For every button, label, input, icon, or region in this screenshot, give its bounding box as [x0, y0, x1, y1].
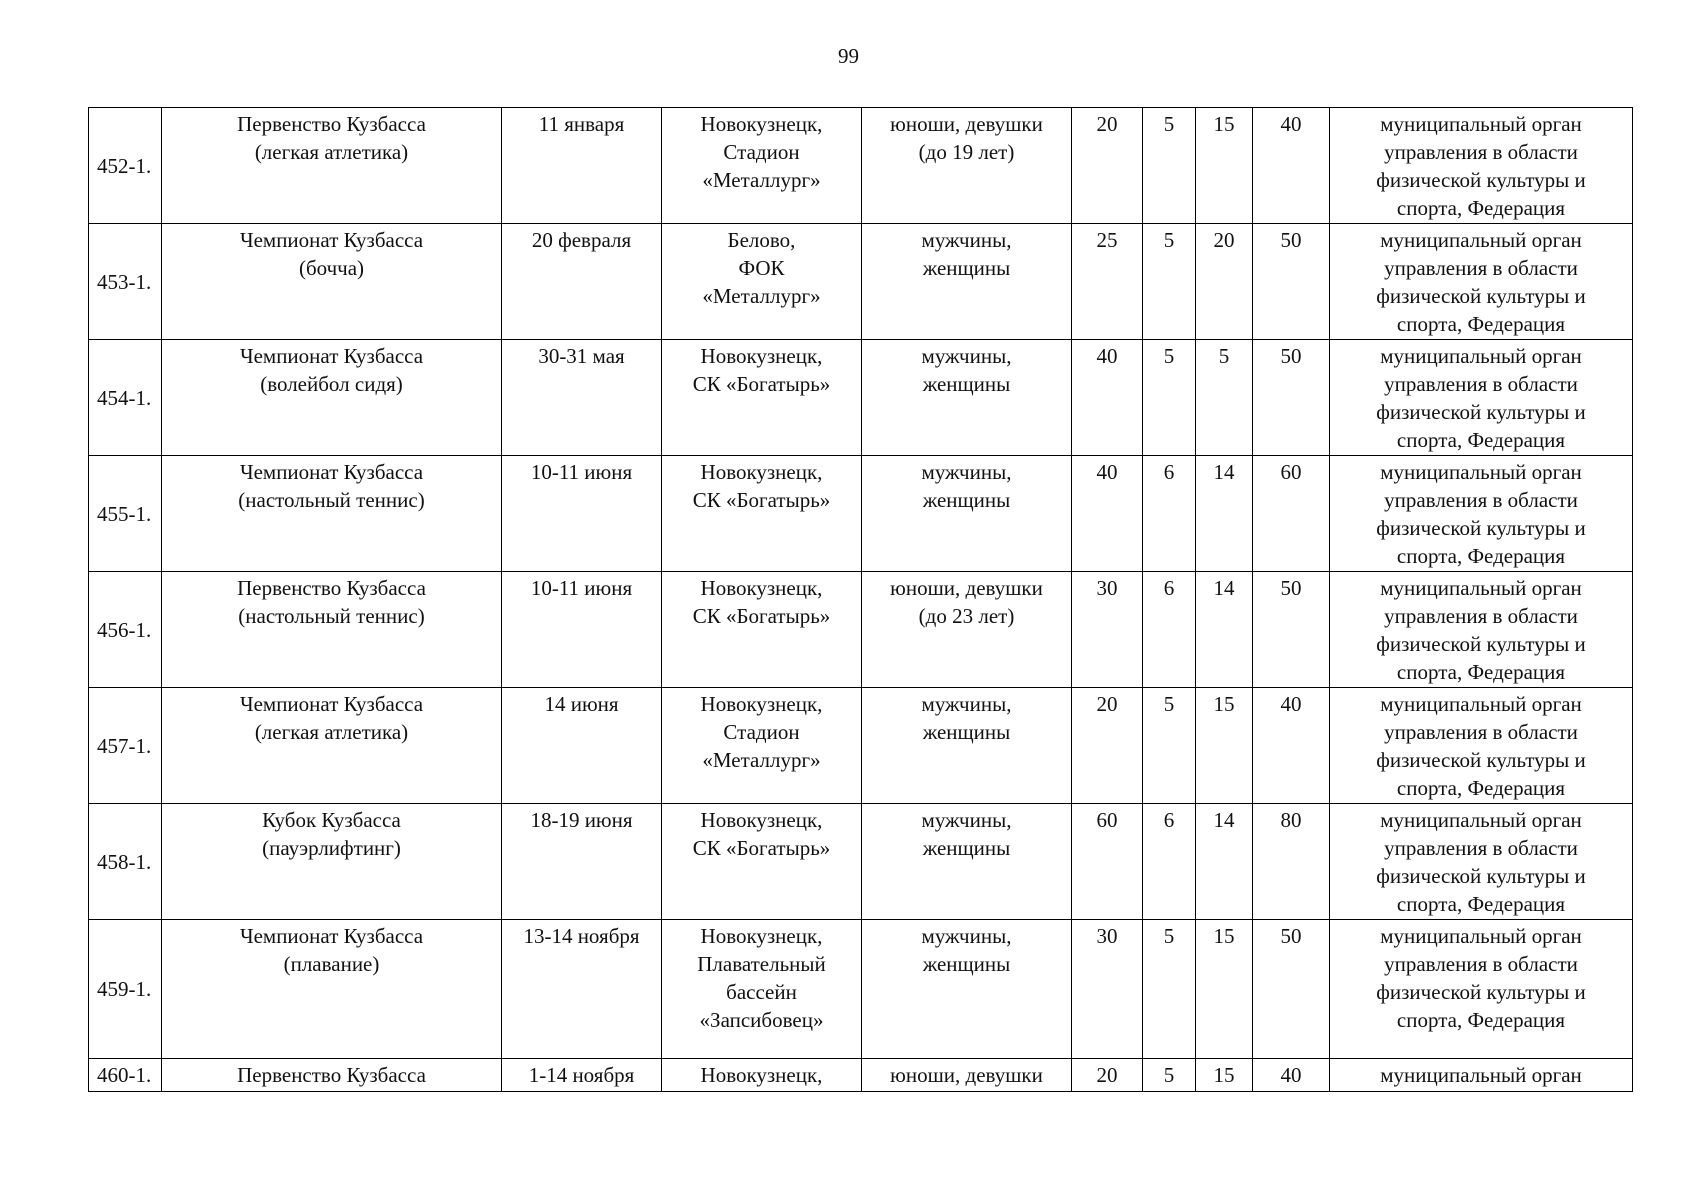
- count-a-cell: 30: [1072, 572, 1143, 688]
- participants-line: женщины: [922, 836, 1011, 860]
- count-a-cell: 20: [1072, 108, 1143, 224]
- table-row: [89, 572, 1633, 688]
- count-d-cell: 80: [1253, 804, 1330, 920]
- organizer-line: управления в области: [1384, 604, 1578, 628]
- participants-line: женщины: [922, 720, 1011, 744]
- organizer-line: муниципальный орган: [1380, 924, 1582, 948]
- organizer-cell: [1330, 224, 1633, 340]
- count-c-cell: 15: [1196, 108, 1253, 224]
- count-a-cell: 20: [1072, 688, 1143, 804]
- participants-cell: [862, 456, 1072, 572]
- event-name-line: Первенство Кузбасса: [237, 112, 426, 136]
- organizer-line: муниципальный орган: [1380, 1063, 1582, 1087]
- venue-cell: [662, 688, 862, 804]
- date-cell: [502, 340, 662, 456]
- organizer-line: физической культуры и: [1376, 516, 1586, 540]
- event-name-line: Чемпионат Кузбасса: [239, 344, 424, 368]
- organizer-line: спорта, Федерация: [1396, 776, 1566, 800]
- organizer-line: управления в области: [1384, 836, 1578, 860]
- count-b-cell: 5: [1143, 108, 1196, 224]
- event-name-cell: [162, 456, 502, 572]
- count-d-cell: 40: [1253, 1059, 1330, 1092]
- row-number: 459-1.: [89, 920, 162, 1059]
- venue-cell: [662, 340, 862, 456]
- row-number: 452-1.: [89, 108, 162, 224]
- organizer-line: физической культуры и: [1376, 864, 1586, 888]
- participants-line: женщины: [922, 372, 1011, 396]
- count-c-cell: 5: [1196, 340, 1253, 456]
- row-number: 460-1.: [89, 1059, 162, 1092]
- event-name-cell: [162, 804, 502, 920]
- participants-line: мужчины,: [921, 228, 1012, 252]
- count-a-cell: 30: [1072, 920, 1143, 1059]
- organizer-line: спорта, Федерация: [1396, 660, 1566, 684]
- venue-cell: [662, 1059, 862, 1092]
- event-name-line: (настольный теннис): [238, 488, 425, 512]
- table-row: [89, 688, 1633, 804]
- table-row: [89, 804, 1633, 920]
- venue-line: «Металлург»: [702, 168, 821, 192]
- count-b-cell: 5: [1143, 224, 1196, 340]
- date-cell: [502, 804, 662, 920]
- participants-line: юноши, девушки: [890, 576, 1043, 600]
- count-d-cell: 40: [1253, 108, 1330, 224]
- count-b-cell: 6: [1143, 456, 1196, 572]
- date-cell: [502, 920, 662, 1059]
- venue-line: Плавательный: [697, 952, 826, 976]
- organizer-line: спорта, Федерация: [1396, 312, 1566, 336]
- venue-cell: [662, 224, 862, 340]
- date-cell: [502, 1059, 662, 1092]
- participants-line: (до 23 лет): [918, 604, 1015, 628]
- event-name-line: (волейбол сидя): [260, 372, 403, 396]
- venue-line: Стадион: [723, 140, 800, 164]
- venue-line: Новокузнецк,: [700, 808, 823, 832]
- event-name-cell: [162, 572, 502, 688]
- organizer-line: управления в области: [1384, 140, 1578, 164]
- participants-line: мужчины,: [921, 924, 1012, 948]
- venue-line: Стадион: [723, 720, 800, 744]
- count-d-cell: 50: [1253, 920, 1330, 1059]
- organizer-cell: [1330, 572, 1633, 688]
- event-name-line: Кубок Кузбасса: [262, 808, 401, 832]
- count-c-cell: 14: [1196, 456, 1253, 572]
- participants-cell: [862, 108, 1072, 224]
- venue-line: Новокузнецк,: [700, 692, 823, 716]
- event-name-line: (настольный теннис): [238, 604, 425, 628]
- event-name-line: (бочча): [298, 256, 365, 280]
- organizer-line: спорта, Федерация: [1396, 1008, 1566, 1032]
- organizer-line: физической культуры и: [1376, 400, 1586, 424]
- organizer-line: муниципальный орган: [1380, 808, 1582, 832]
- count-c-cell: 15: [1196, 688, 1253, 804]
- venue-line: Белово,: [727, 228, 796, 252]
- organizer-cell: [1330, 688, 1633, 804]
- event-name-cell: [162, 688, 502, 804]
- venue-line: СК «Богатырь»: [692, 488, 831, 512]
- date-line: 11 января: [538, 112, 625, 136]
- table-row: [89, 1059, 1633, 1092]
- organizer-cell: [1330, 108, 1633, 224]
- organizer-cell: [1330, 1059, 1633, 1092]
- event-name-cell: [162, 224, 502, 340]
- event-name-line: Первенство Кузбасса: [237, 576, 426, 600]
- count-b-cell: 6: [1143, 804, 1196, 920]
- venue-cell: [662, 572, 862, 688]
- participants-cell: [862, 688, 1072, 804]
- event-name-cell: [162, 1059, 502, 1092]
- event-name-line: Чемпионат Кузбасса: [239, 228, 424, 252]
- event-name-line: (легкая атлетика): [254, 140, 409, 164]
- date-cell: [502, 108, 662, 224]
- row-number: 456-1.: [89, 572, 162, 688]
- date-line: 13-14 ноября: [523, 924, 640, 948]
- organizer-line: муниципальный орган: [1380, 112, 1582, 136]
- count-c-cell: 14: [1196, 804, 1253, 920]
- venue-line: СК «Богатырь»: [692, 604, 831, 628]
- participants-cell: [862, 1059, 1072, 1092]
- count-b-cell: 5: [1143, 920, 1196, 1059]
- participants-line: мужчины,: [921, 344, 1012, 368]
- table-row: [89, 340, 1633, 456]
- venue-cell: [662, 108, 862, 224]
- date-cell: [502, 456, 662, 572]
- count-b-cell: 5: [1143, 688, 1196, 804]
- event-name-cell: [162, 920, 502, 1059]
- count-c-cell: 14: [1196, 572, 1253, 688]
- venue-line: Новокузнецк,: [700, 460, 823, 484]
- participants-cell: [862, 224, 1072, 340]
- venue-line: СК «Богатырь»: [692, 836, 831, 860]
- participants-line: мужчины,: [921, 808, 1012, 832]
- organizer-cell: [1330, 804, 1633, 920]
- venue-line: «Запсибовец»: [699, 1008, 824, 1032]
- count-b-cell: 5: [1143, 1059, 1196, 1092]
- participants-line: юноши, девушки: [890, 112, 1043, 136]
- count-d-cell: 50: [1253, 572, 1330, 688]
- table-row: [89, 224, 1633, 340]
- count-b-cell: 6: [1143, 572, 1196, 688]
- organizer-line: физической культуры и: [1376, 168, 1586, 192]
- count-c-cell: 15: [1196, 920, 1253, 1059]
- event-name-line: Первенство Кузбасса: [237, 1063, 426, 1087]
- venue-line: Новокузнецк,: [700, 924, 823, 948]
- venue-line: «Металлург»: [702, 284, 821, 308]
- organizer-cell: [1330, 340, 1633, 456]
- organizer-line: спорта, Федерация: [1396, 892, 1566, 916]
- date-line: 20 февраля: [531, 228, 632, 252]
- venue-line: Новокузнецк,: [700, 1063, 823, 1087]
- table-body: [89, 108, 1633, 1092]
- participants-cell: [862, 340, 1072, 456]
- page-number: 99: [838, 44, 859, 68]
- venue-line: Новокузнецк,: [700, 112, 823, 136]
- count-d-cell: 50: [1253, 224, 1330, 340]
- count-d-cell: 60: [1253, 456, 1330, 572]
- organizer-line: физической культуры и: [1376, 632, 1586, 656]
- venue-line: СК «Богатырь»: [692, 372, 831, 396]
- count-a-cell: 25: [1072, 224, 1143, 340]
- participants-line: мужчины,: [921, 692, 1012, 716]
- count-a-cell: 40: [1072, 456, 1143, 572]
- count-d-cell: 40: [1253, 688, 1330, 804]
- venue-cell: [662, 920, 862, 1059]
- organizer-line: спорта, Федерация: [1396, 544, 1566, 568]
- participants-line: (до 19 лет): [918, 140, 1015, 164]
- organizer-line: муниципальный орган: [1380, 692, 1582, 716]
- event-name-line: (пауэрлифтинг): [262, 836, 401, 860]
- count-c-cell: 15: [1196, 1059, 1253, 1092]
- organizer-line: спорта, Федерация: [1396, 196, 1566, 220]
- date-line: 18-19 июня: [530, 808, 633, 832]
- organizer-line: муниципальный орган: [1380, 228, 1582, 252]
- date-line: 10-11 июня: [530, 460, 633, 484]
- date-line: 14 июня: [544, 692, 619, 716]
- venue-line: ФОК: [738, 256, 785, 280]
- organizer-line: муниципальный орган: [1380, 460, 1582, 484]
- venue-line: бассейн: [726, 980, 797, 1004]
- count-a-cell: 20: [1072, 1059, 1143, 1092]
- organizer-line: управления в области: [1384, 952, 1578, 976]
- organizer-line: управления в области: [1384, 720, 1578, 744]
- organizer-line: управления в области: [1384, 256, 1578, 280]
- event-name-line: Чемпионат Кузбасса: [239, 692, 424, 716]
- participants-cell: [862, 920, 1072, 1059]
- row-number: 458-1.: [89, 804, 162, 920]
- event-name-line: (легкая атлетика): [254, 720, 409, 744]
- table-row: [89, 108, 1633, 224]
- date-line: 10-11 июня: [530, 576, 633, 600]
- organizer-line: физической культуры и: [1376, 980, 1586, 1004]
- count-d-cell: 50: [1253, 340, 1330, 456]
- organizer-line: спорта, Федерация: [1396, 428, 1566, 452]
- date-cell: [502, 688, 662, 804]
- venue-line: Новокузнецк,: [700, 576, 823, 600]
- event-name-cell: [162, 108, 502, 224]
- participants-cell: [862, 804, 1072, 920]
- participants-line: юноши, девушки: [890, 1063, 1043, 1087]
- participants-line: женщины: [922, 256, 1011, 280]
- row-number: 457-1.: [89, 688, 162, 804]
- organizer-line: физической культуры и: [1376, 748, 1586, 772]
- organizer-line: муниципальный орган: [1380, 344, 1582, 368]
- organizer-cell: [1330, 456, 1633, 572]
- event-name-line: Чемпионат Кузбасса: [239, 460, 424, 484]
- date-cell: [502, 224, 662, 340]
- table-row: [89, 920, 1633, 1059]
- event-name-line: (плавание): [283, 952, 380, 976]
- participants-line: женщины: [922, 952, 1011, 976]
- organizer-cell: [1330, 920, 1633, 1059]
- count-b-cell: 5: [1143, 340, 1196, 456]
- venue-line: «Металлург»: [702, 748, 821, 772]
- event-name-cell: [162, 340, 502, 456]
- date-cell: [502, 572, 662, 688]
- events-table: [88, 107, 1633, 1092]
- count-a-cell: 40: [1072, 340, 1143, 456]
- row-number: 453-1.: [89, 224, 162, 340]
- date-line: 30-31 мая: [538, 344, 625, 368]
- venue-cell: [662, 804, 862, 920]
- row-number: 455-1.: [89, 456, 162, 572]
- date-line: 1-14 ноября: [528, 1063, 635, 1087]
- organizer-line: управления в области: [1384, 488, 1578, 512]
- count-a-cell: 60: [1072, 804, 1143, 920]
- organizer-line: муниципальный орган: [1380, 576, 1582, 600]
- organizer-line: физической культуры и: [1376, 284, 1586, 308]
- row-number: 454-1.: [89, 340, 162, 456]
- event-name-line: Чемпионат Кузбасса: [239, 924, 424, 948]
- participants-line: женщины: [922, 488, 1011, 512]
- table-row: [89, 456, 1633, 572]
- participants-cell: [862, 572, 1072, 688]
- count-c-cell: 20: [1196, 224, 1253, 340]
- venue-line: Новокузнецк,: [700, 344, 823, 368]
- participants-line: мужчины,: [921, 460, 1012, 484]
- organizer-line: управления в области: [1384, 372, 1578, 396]
- venue-cell: [662, 456, 862, 572]
